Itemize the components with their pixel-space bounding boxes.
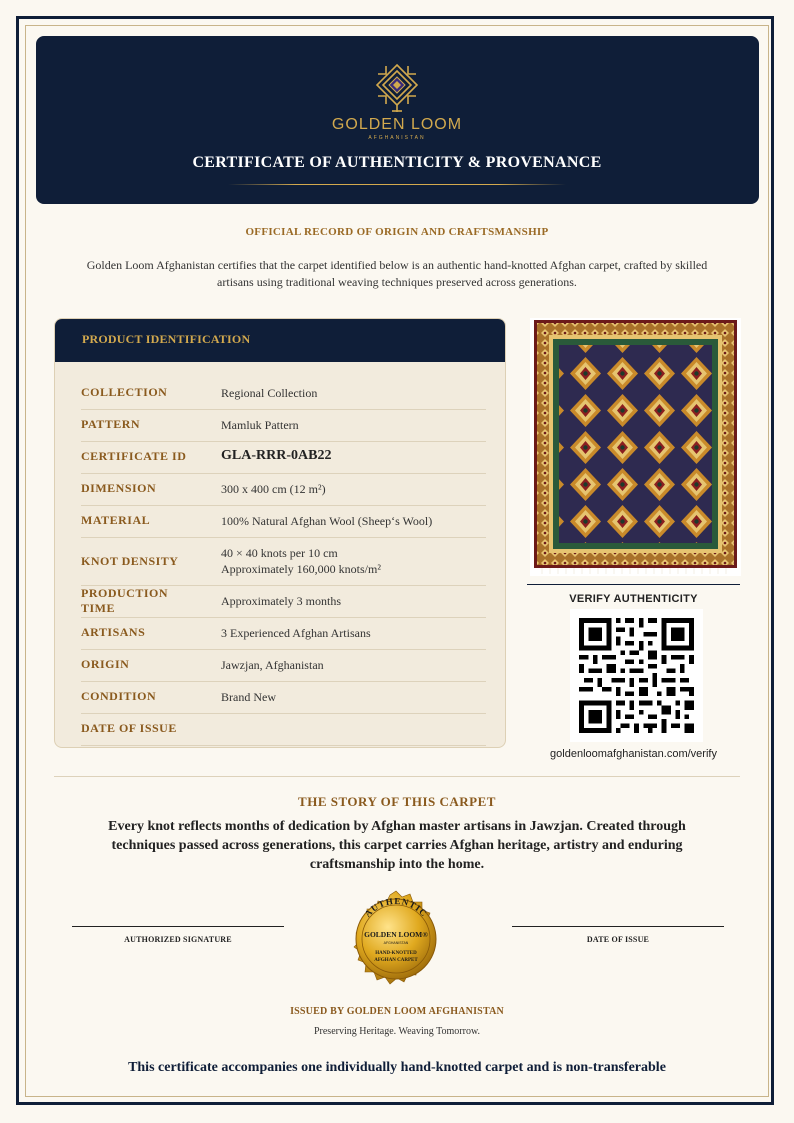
row-collection (81, 377, 486, 410)
row-value: Jawzjan, Afghanistan (221, 658, 324, 672)
row-production-time (81, 585, 486, 618)
row-key: ARTISANS (81, 625, 146, 639)
row-value: 40 × 40 knots per 10 cm (221, 546, 338, 560)
row-certificate-id (81, 441, 486, 474)
verify-url-link[interactable]: goldenloomafghanistan.com/verify (550, 748, 717, 760)
row-origin (81, 649, 486, 682)
section-divider (54, 776, 740, 777)
row-key: MATERIAL (81, 513, 151, 527)
carpet-image (530, 318, 741, 576)
seal-line-1: HAND-KNOTTED (375, 951, 417, 956)
row-value: 3 Experienced Afghan Artisans (221, 626, 371, 640)
official-record-heading: OFFICIAL RECORD OF ORIGIN AND CRAFTSMANSHIP (245, 226, 549, 238)
row-value: Approximately 3 months (221, 594, 341, 608)
row-value: Brand New (221, 690, 276, 704)
verification-qr-code[interactable] (570, 609, 703, 742)
row-artisans (81, 617, 486, 650)
row-dimension (81, 473, 486, 506)
authentic-seal-icon (341, 884, 451, 994)
row-key: DIMENSION (81, 481, 157, 495)
row-key: COLLECTION (81, 385, 168, 399)
row-pattern (81, 409, 486, 442)
row-key: CERTIFICATE ID (81, 449, 187, 463)
seal-line-2: AFGHAN CARPET (374, 958, 418, 963)
intro-text: Golden Loom Afghanistan certifies that the carpet identified below is an authentic hand-knotted Afghan carpet, crafted by skilled artisans using traditional weaving techniques preserved across generations. (86, 258, 708, 289)
row-knot-density (81, 537, 486, 586)
brand-name: GOLDEN LOOM (331, 116, 463, 133)
verify-authenticity-label: VERIFY AUTHENTICITY (569, 593, 698, 605)
row-key: PRODUCTION (81, 586, 169, 600)
story-text: Every knot reflects months of dedication by Afghan master artisans in Jawzjan. Created through techniques passed across generations, this carpet carries Afghan heritage, artistry and enduring craftsmanship into the home. (108, 819, 686, 872)
row-value: Regional Collection (221, 386, 318, 400)
brand-subtitle: AFGHANISTAN (368, 135, 426, 141)
non-transferable-note: This certificate accompanies one individually hand-knotted carpet and is non-transferable (128, 1060, 666, 1075)
product-identification-panel (54, 318, 506, 748)
seal-top-text: AUTHENTIC (362, 895, 430, 919)
golden-loom-logo-icon (372, 62, 422, 116)
row-value: 300 x 400 cm (12 m²) (221, 482, 326, 496)
motto: Preserving Heritage. Weaving Tomorrow. (313, 1026, 481, 1037)
story-heading: THE STORY OF THIS CARPET (298, 794, 496, 809)
seal-sub: AFGHANISTAN (383, 941, 409, 945)
row-value: Mamluk Pattern (221, 418, 299, 432)
row-value: 100% Natural Afghan Wool (Sheep‘s Wool) (221, 514, 433, 528)
row-key: KNOT DENSITY (81, 554, 179, 568)
qr-code-icon (570, 609, 703, 742)
date-of-issue-label: DATE OF ISSUE (586, 935, 650, 944)
authorized-signature-label: AUTHORIZED SIGNATURE (124, 935, 232, 944)
certificate-title: CERTIFICATE OF AUTHENTICITY & PROVENANCE (192, 154, 602, 171)
carpet-underline (527, 584, 740, 585)
row-key: ORIGIN (81, 657, 130, 671)
certificate-id-value: GLA-RRR-0AB22 (221, 448, 332, 463)
date-of-issue-line (512, 926, 724, 927)
authorized-signature-line (72, 926, 284, 927)
panel-header (55, 319, 505, 362)
row-value-secondary: Approximately 160,000 knots/m² (221, 562, 381, 576)
row-key: DATE OF ISSUE (81, 721, 177, 735)
row-condition (81, 681, 486, 714)
row-material (81, 505, 486, 538)
row-key: PATTERN (81, 417, 141, 431)
issued-by: ISSUED BY GOLDEN LOOM AFGHANISTAN (290, 1006, 504, 1017)
carpet-illustration (530, 318, 741, 576)
row-key: CONDITION (81, 689, 157, 703)
title-divider (228, 184, 566, 185)
panel-heading: PRODUCT IDENTIFICATION (82, 332, 251, 346)
row-key-secondary: TIME (81, 601, 116, 615)
seal-brand: GOLDEN LOOM® (364, 930, 428, 939)
row-date-of-issue (81, 713, 486, 746)
